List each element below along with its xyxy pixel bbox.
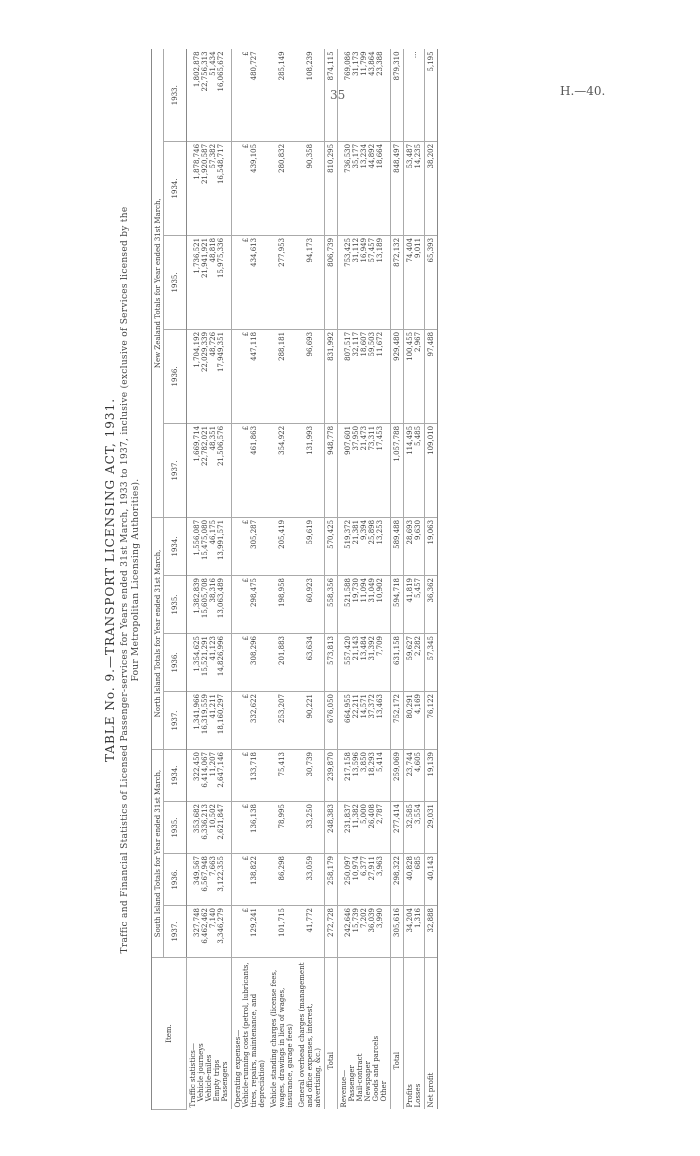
table-cell: 354,922 — [268, 423, 296, 517]
table-cell: 250,097 10,974 6,377 27,911 3,963 — [338, 854, 391, 906]
table-cell — [232, 802, 269, 854]
table-cell: 32,888 — [425, 906, 438, 958]
table-cell: 1,878,746 21,920,587 57,382 16,548,717 — [187, 141, 232, 235]
table-cell: 57,345 — [425, 633, 438, 691]
cell-value: 461,863 — [250, 425, 258, 455]
currency-symbol: £ — [242, 425, 250, 431]
overhead-charges-row — [296, 49, 325, 1109]
standing-charges-label: Vehicle standing charges (license fees, wages, drawings in lieu of wages, insurance, garage fees) — [270, 969, 294, 1108]
table-cell: 753,425 31,112 16,949 57,457 13,189 — [338, 235, 391, 329]
table-title: TABLE No. 9.—TRANSPORT LICENSING ACT, 1931. — [103, 397, 117, 763]
table-cell: 5,195 — [425, 49, 438, 141]
currency-symbol: £ — [242, 693, 250, 699]
item-label: Passengers — [221, 1061, 229, 1102]
table-cell: 664,955 22,211 14,571 37,372 13,463 — [338, 691, 391, 749]
table-cell: 41,772 — [296, 906, 325, 958]
table-cell: 594,718 — [391, 575, 404, 633]
operating-total-row — [325, 49, 338, 1109]
table-cell: 19,139 — [425, 749, 438, 801]
year-header: 1934. — [164, 141, 187, 235]
table-cell: 1,354,625 15,521,291 41,123 14,826,996 — [187, 633, 232, 691]
table-cell: 573,813 — [325, 633, 338, 691]
table-cell: 1,556,087 15,475,080 46,175 13,991,571 — [187, 517, 232, 575]
table-cell: 1,057,788 — [391, 423, 404, 517]
table-cell: 879,310 — [391, 49, 404, 141]
table-cell: 239,870 — [325, 749, 338, 801]
table-cell: 131,993 — [296, 423, 325, 517]
table-cell: 59,619 — [296, 517, 325, 575]
table-cell: 558,356 — [325, 575, 338, 633]
table-cell: 80,291 4,169 — [404, 691, 425, 749]
table-cell: 59,627 2,282 — [404, 633, 425, 691]
item-label: Losses — [414, 1083, 422, 1108]
header-north-island: North Island Totals for Year ended 31st March, — [152, 517, 164, 749]
table-cell: 285,149 — [268, 49, 296, 141]
table-cell: 90,221 — [296, 691, 325, 749]
year-header: 1934. — [164, 749, 187, 801]
revenue-total-row — [391, 49, 404, 1109]
table-cell: 1,704,192 22,029,339 48,726 17,949,351 — [187, 329, 232, 423]
revenue-row — [338, 49, 391, 1109]
table-cell: 322,450 6,414,067 11,207 2,647,146 — [187, 749, 232, 801]
year-header: 1933. — [164, 49, 187, 141]
table-cell: 305,616 — [391, 906, 404, 958]
year-header: 1936. — [164, 329, 187, 423]
revenue-label — [338, 958, 391, 1110]
cell-value: 298,475 — [250, 577, 258, 607]
table-cell: 29,031 — [425, 802, 438, 854]
table-cell: 40,828 685 — [404, 854, 425, 906]
table-subtitle-line2: Four Metropolitan Licensing Authorities). — [131, 478, 141, 682]
overhead-charges-label: General overhead charges (management and office expenses, interest, advertising, &c.) — [298, 962, 322, 1108]
cell-value: 434,613 — [250, 237, 258, 267]
net-profit-label: Net profit — [425, 958, 438, 1110]
table-cell: 872,132 — [391, 235, 404, 329]
table-header — [103, 50, 149, 1110]
cell-value: 138,822 — [250, 856, 258, 885]
year-header: 1937. — [164, 691, 187, 749]
table-cell: 327,748 6,462,462 7,140 3,346,279 — [187, 906, 232, 958]
traffic-label — [187, 958, 232, 1110]
table-cell: 28,693 9,630 — [404, 517, 425, 575]
table-cell: 1,736,521 21,941,921 48,818 15,975,336 — [187, 235, 232, 329]
table-cell: 353,682 6,336,213 10,502 2,621,847 — [187, 802, 232, 854]
year-header: 1936. — [164, 633, 187, 691]
year-header: 1934. — [164, 517, 187, 575]
table-cell: 97,488 — [425, 329, 438, 423]
year-header: 1935. — [164, 802, 187, 854]
section-label: Revenue— — [340, 1069, 348, 1108]
table-cell: 100,455 2,967 — [404, 329, 425, 423]
currency-symbol: £ — [242, 804, 250, 809]
rotated-table-page — [103, 50, 593, 1110]
operating-total-label: Total — [325, 958, 338, 1110]
table-cell: 108,239 — [296, 49, 325, 141]
table-cell: 30,739 — [296, 749, 325, 801]
table-cell: 90,358 — [296, 141, 325, 235]
table-cell: 810,295 — [325, 141, 338, 235]
table-cell: 1,802,878 22,756,313 51,434 16,065,672 — [187, 49, 232, 141]
table-cell: 94,173 — [296, 235, 325, 329]
item-label: Mail-contract — [356, 1053, 364, 1102]
table-cell — [232, 329, 269, 423]
cell-value: 133,718 — [250, 751, 258, 781]
item-label: Vehicle-running costs (petrol, lubricants, tires, repairs, maintenance, and depreciation) — [242, 962, 266, 1108]
table-cell: 114,495 5,485 — [404, 423, 425, 517]
item-label: Newspaper — [364, 1061, 372, 1102]
cell-value: 447,118 — [250, 331, 258, 361]
currency-symbol: £ — [242, 751, 250, 757]
table-cell — [232, 749, 269, 801]
item-label: Vehicle-miles — [205, 1054, 213, 1102]
table-cell: 205,419 — [268, 517, 296, 575]
statistics-table — [151, 49, 438, 1110]
table-cell: 217,158 13,596 3,850 18,293 5,414 — [338, 749, 391, 801]
currency-symbol: £ — [242, 331, 250, 337]
table-cell: 40,143 — [425, 854, 438, 906]
currency-symbol: £ — [242, 237, 250, 243]
table-cell: 298,322 — [391, 854, 404, 906]
header-new-zealand: New Zealand Totals for Year ended 31st March, — [152, 49, 164, 517]
table-cell: 33,059 — [296, 854, 325, 906]
table-cell — [232, 575, 269, 633]
table-cell: 33,250 — [296, 802, 325, 854]
running-costs-label — [232, 958, 269, 1110]
revenue-total-label: Total — [391, 958, 404, 1110]
item-label: Other — [380, 1080, 388, 1102]
table-cell: 752,172 — [391, 691, 404, 749]
cell-value: 305,287 — [250, 519, 258, 549]
traffic-row — [187, 49, 232, 1109]
table-cell: 807,517 32,117 18,607 59,503 11,672 — [338, 329, 391, 423]
currency-symbol: £ — [242, 908, 250, 913]
table-cell: 86,298 — [268, 854, 296, 906]
currency-symbol: £ — [242, 856, 250, 861]
cell-value: 136,138 — [250, 804, 258, 833]
table-cell: 349,567 6,567,948 7,663 3,122,355 — [187, 854, 232, 906]
page-number: 35 — [330, 88, 346, 102]
table-cell: 41,819 5,457 — [404, 575, 425, 633]
table-cell: 63,634 — [296, 633, 325, 691]
table-cell: 32,585 3,554 — [404, 802, 425, 854]
table-cell — [232, 906, 269, 958]
table-subtitle-line1: Traffic and Financial Statistics of Licensed Passenger-services for Years ended 31st March, 1933 to 1937, inclusive (exclusive of Services licensed by the — [120, 206, 130, 954]
table-cell — [232, 423, 269, 517]
cell-value: 308,296 — [250, 635, 258, 665]
table-cell: 231,837 11,382 5,000 26,408 2,787 — [338, 802, 391, 854]
table-cell: 109,010 — [425, 423, 438, 517]
table-cell: 874,115 — [325, 49, 338, 141]
table-cell: 277,953 — [268, 235, 296, 329]
year-header: 1937. — [164, 423, 187, 517]
table-cell: 1,382,839 15,605,708 38,316 13,063,489 — [187, 575, 232, 633]
table-cell — [232, 633, 269, 691]
running-costs-row — [232, 49, 269, 1109]
table-cell: 806,739 — [325, 235, 338, 329]
section-label: Traffic statistics— — [189, 1043, 197, 1108]
currency-symbol: £ — [242, 51, 250, 56]
table-cell: 929,480 — [391, 329, 404, 423]
table-cell: 258,179 — [325, 854, 338, 906]
table-cell — [232, 517, 269, 575]
item-label: Profits — [406, 1084, 414, 1108]
table-cell: 75,413 — [268, 749, 296, 801]
table-cell: 280,832 — [268, 141, 296, 235]
item-label: Vehicle journeys — [197, 1043, 205, 1102]
table-cell: 769,086 31,173 11,799 43,864 23,388 — [338, 49, 391, 141]
table-cell: 589,488 — [391, 517, 404, 575]
table-cell — [232, 49, 269, 141]
profits-losses-label — [404, 958, 425, 1110]
table-cell — [232, 141, 269, 235]
cell-value: 439,105 — [250, 143, 258, 173]
currency-symbol: £ — [242, 635, 250, 641]
table-cell: 631,158 — [391, 633, 404, 691]
table-cell: 34,204 1,316 — [404, 906, 425, 958]
table-cell: 676,050 — [325, 691, 338, 749]
standing-charges-row — [268, 49, 296, 1109]
table-cell: 1,341,966 16,319,559 41,211 18,160,297 — [187, 691, 232, 749]
year-header: 1937. — [164, 906, 187, 958]
table-cell: 23,744 4,605 — [404, 749, 425, 801]
item-label: Empty trips — [213, 1059, 221, 1102]
table-cell: 848,497 — [391, 141, 404, 235]
table-cell — [232, 691, 269, 749]
table-cell: 76,122 — [425, 691, 438, 749]
header-south-island: South Island Totals for Year ended 31st March, — [152, 749, 164, 957]
table-cell: 36,362 — [425, 575, 438, 633]
currency-symbol: £ — [242, 577, 250, 583]
document-reference: H.—40. — [560, 84, 606, 98]
table-cell: 53,487 14,235 — [404, 141, 425, 235]
table-cell: 288,181 — [268, 329, 296, 423]
net-profit-row — [425, 49, 438, 1109]
table-cell: 201,883 — [268, 633, 296, 691]
cell-value: 480,727 — [250, 51, 258, 81]
currency-symbol: £ — [242, 143, 250, 149]
table-cell: ... — [404, 49, 425, 141]
item-label: Passenger — [348, 1065, 356, 1102]
table-cell: 101,715 — [268, 906, 296, 958]
item-label: Goods and parcels — [372, 1035, 380, 1102]
table-cell: 948,778 — [325, 423, 338, 517]
profits-losses-row — [404, 49, 425, 1109]
table-cell: 74,404 9,011 — [404, 235, 425, 329]
table-cell: 60,923 — [296, 575, 325, 633]
table-cell: 253,207 — [268, 691, 296, 749]
table-cell: 78,995 — [268, 802, 296, 854]
cell-value: 332,622 — [250, 693, 258, 723]
table-cell: 65,393 — [425, 235, 438, 329]
table-cell — [232, 854, 269, 906]
table-cell: 1,669,714 22,782,021 48,351 21,506,576 — [187, 423, 232, 517]
table-cell: 570,425 — [325, 517, 338, 575]
table-cell: 248,383 — [325, 802, 338, 854]
year-header: 1935. — [164, 235, 187, 329]
table-cell: 831,992 — [325, 329, 338, 423]
table-cell: 96,693 — [296, 329, 325, 423]
cell-value: 129,241 — [250, 908, 258, 937]
year-header: 1935. — [164, 575, 187, 633]
table-cell — [232, 235, 269, 329]
currency-symbol: £ — [242, 519, 250, 525]
table-cell: 277,414 — [391, 802, 404, 854]
table-cell: 242,646 15,739 7,202 36,039 3,990 — [338, 906, 391, 958]
table-cell: 272,728 — [325, 906, 338, 958]
section-label: Operating expenses— — [234, 1029, 242, 1108]
table-cell: 736,530 35,177 13,234 44,892 18,664 — [338, 141, 391, 235]
table-cell: 557,420 21,143 13,484 31,392 7,709 — [338, 633, 391, 691]
table-cell: 38,202 — [425, 141, 438, 235]
year-header: 1936. — [164, 854, 187, 906]
table-cell: 907,601 37,950 21,473 73,311 17,453 — [338, 423, 391, 517]
table-cell: 519,372 21,381 9,394 25,898 13,253 — [338, 517, 391, 575]
table-cell: 198,958 — [268, 575, 296, 633]
table-cell: 521,588 19,730 11,094 31,049 10,902 — [338, 575, 391, 633]
header-item: Item. — [152, 958, 187, 1110]
table-cell: 259,069 — [391, 749, 404, 801]
table-cell: 19,063 — [425, 517, 438, 575]
